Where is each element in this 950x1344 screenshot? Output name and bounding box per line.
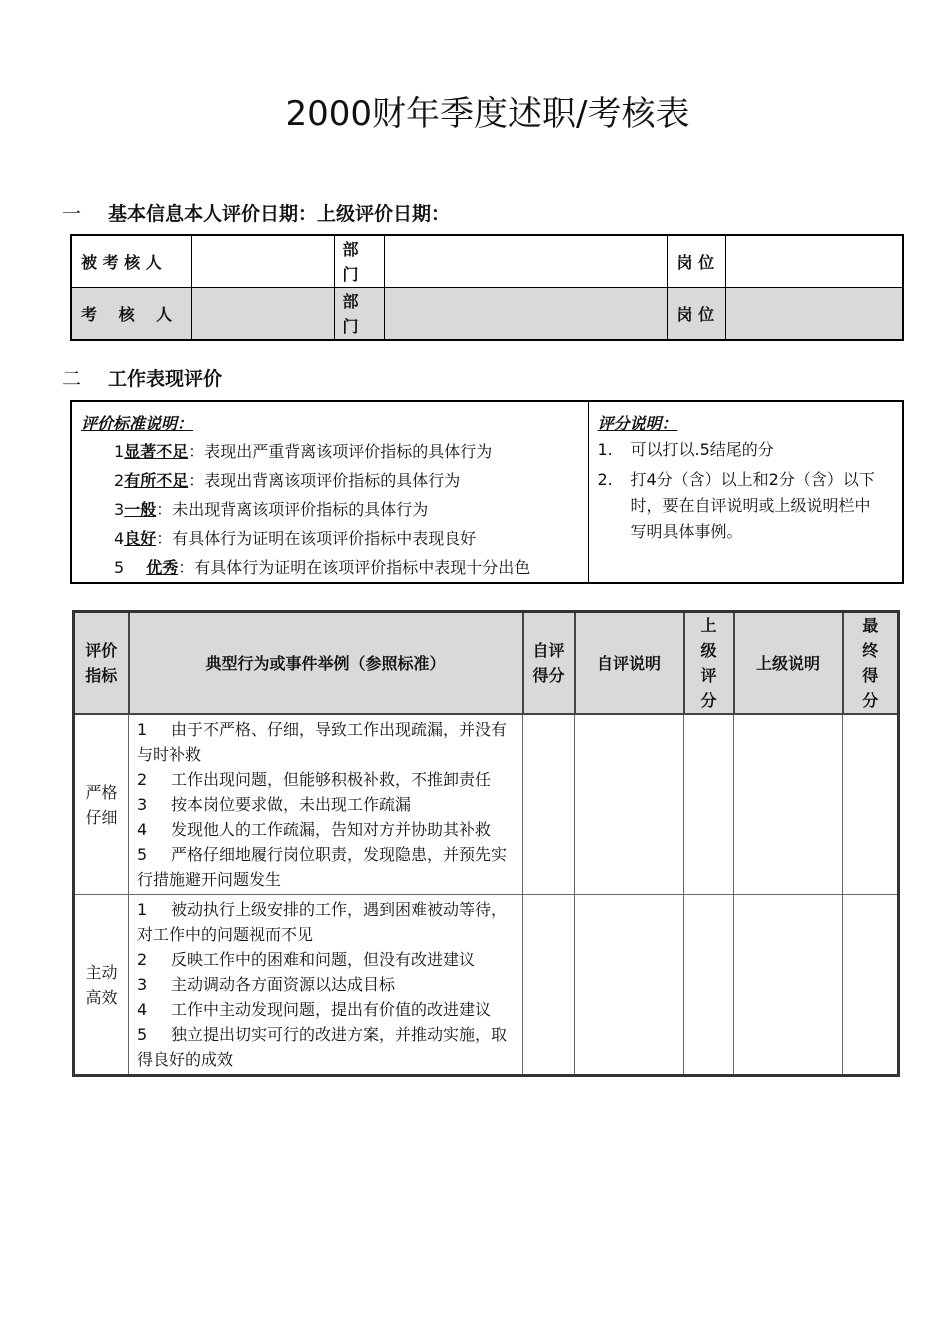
item-text: 工作出现问题，但能够积极补救，不推卸责任 [171,770,492,789]
header-final-score: 最 终 得 分 [843,612,899,715]
list-item [137,972,516,997]
page-title: 2000财年季度述职/考核表 [285,94,690,134]
examiner-name-field[interactable] [191,288,334,341]
self-score-field[interactable] [523,714,575,895]
item-number: 1 [137,720,148,739]
level-name: 有所不足 [124,471,189,490]
item-number: 3 [137,795,148,814]
examinee-name-field[interactable] [191,235,334,288]
level-number: 3 [114,500,125,519]
examinee-position-label: 岗 位 [667,235,725,288]
header-self-note: 自评说明 [575,612,684,715]
item-text: 发现他人的工作疏漏，告知对方并协助其补救 [171,820,492,839]
item-number: 5 [137,845,148,864]
self-score-field[interactable] [523,895,575,1076]
level-number: 5 [114,558,125,577]
self-note-field[interactable] [575,895,684,1076]
item-text: 由于不严格、仔细，导致工作出现疏漏，并没有与时补救 [137,720,508,764]
level-desc: ：有具体行为证明在该项评价指标中表现良好 [156,529,477,548]
list-item [137,717,516,767]
level-number: 2 [114,471,125,490]
examiner-dept-label: 部 门 [334,288,384,341]
section-label: 工作表现评价 [108,368,223,390]
evaluation-table [72,610,900,1077]
examiner-label: 考 核 人 [71,288,191,341]
item-text: 严格仔细地履行岗位职责，发现隐患，并预先实行措施避开问题发生 [137,845,508,889]
level-name: 一般 [124,500,157,519]
examinee-label: 被 考 核 人 [71,235,191,288]
header-supervisor-note: 上级说明 [734,612,843,715]
section-number: 二 [62,368,82,390]
rule-text: 可以打以.5结尾的分 [630,440,774,459]
item-number: 4 [137,1000,148,1019]
indicator-name: 严格 仔细 [74,714,129,895]
level-number: 4 [114,529,125,548]
scoring-rules-cell [588,401,903,583]
level-item [72,495,588,524]
item-number: 3 [137,975,148,994]
list-item [137,997,516,1022]
scoring-rule [589,437,887,463]
level-item [72,437,588,466]
behavior-examples [129,895,523,1076]
criteria-box [70,400,904,584]
list-item [137,947,516,972]
examiner-dept-field[interactable] [384,288,667,341]
criteria-title: 评价标准说明： [81,414,194,433]
level-item [72,553,588,582]
examinee-row [71,235,903,288]
item-text: 被动执行上级安排的工作，遇到困难被动等待，对工作中的问题视而不见 [137,900,508,944]
section-number: 一 [62,203,82,225]
examiner-position-label: 岗 位 [667,288,725,341]
section-basic-info-heading [62,199,450,226]
item-number: 1 [137,900,148,919]
level-number: 1 [114,442,125,461]
level-name: 显著不足 [124,442,189,461]
list-item [137,792,516,817]
examinee-dept-label: 部 门 [334,235,384,288]
supervisor-note-field[interactable] [734,895,843,1076]
final-score-field[interactable] [843,714,899,895]
criteria-levels-cell [71,401,588,583]
item-number: 2 [137,770,148,789]
item-text: 工作中主动发现问题，提出有价值的改进建议 [171,1000,492,1019]
list-item [137,897,516,947]
item-text: 独立提出切实可行的改进方案，并推动实施，取得良好的成效 [137,1025,508,1069]
rule-text: 打4分（含）以上和2分（含）以下时，要在自评说明或上级说明栏中写明具体事例。 [630,470,875,541]
level-item [72,466,588,495]
behavior-examples [129,714,523,895]
final-score-field[interactable] [843,895,899,1076]
list-item [137,767,516,792]
scoring-title: 评分说明： [597,414,678,433]
examiner-position-field[interactable] [725,288,903,341]
scoring-rule [589,467,887,545]
basic-info-table [70,234,904,341]
rule-number: 2. [597,470,613,489]
level-name: 优秀 [146,558,179,577]
rule-number: 1. [597,440,613,459]
header-indicator: 评价 指标 [74,612,129,715]
level-desc: ：有具体行为证明在该项评价指标中表现十分出色 [178,558,531,577]
header-self-score: 自评 得分 [523,612,575,715]
supervisor-score-field[interactable] [684,714,734,895]
examiner-row [71,288,903,341]
item-number: 5 [137,1025,148,1044]
level-desc: ：表现出背离该项评价指标的具体行为 [188,471,461,490]
table-row [74,714,899,895]
examinee-dept-field[interactable] [384,235,667,288]
table-row [74,895,899,1076]
level-item [72,524,588,553]
level-desc: ：表现出严重背离该项评价指标的具体行为 [188,442,493,461]
item-text: 按本岗位要求做，未出现工作疏漏 [171,795,412,814]
list-item [137,817,516,842]
examinee-position-field[interactable] [725,235,903,288]
indicator-name: 主动 高效 [74,895,129,1076]
supervisor-note-field[interactable] [734,714,843,895]
supervisor-score-field[interactable] [684,895,734,1076]
item-number: 2 [137,950,148,969]
self-note-field[interactable] [575,714,684,895]
item-number: 4 [137,820,148,839]
item-text: 主动调动各方面资源以达成目标 [171,975,396,994]
section-label: 基本信息本人评价日期：上级评价日期： [108,203,451,225]
list-item [137,1022,516,1072]
header-row [74,612,899,715]
header-supervisor-score: 上 级 评 分 [684,612,734,715]
item-text: 反映工作中的困难和问题，但没有改进建议 [171,950,476,969]
level-desc: ：未出现背离该项评价指标的具体行为 [156,500,429,519]
section-performance-heading [62,364,222,391]
header-behavior: 典型行为或事件举例（参照标准） [129,612,523,715]
level-name: 良好 [124,529,157,548]
list-item [137,842,516,892]
